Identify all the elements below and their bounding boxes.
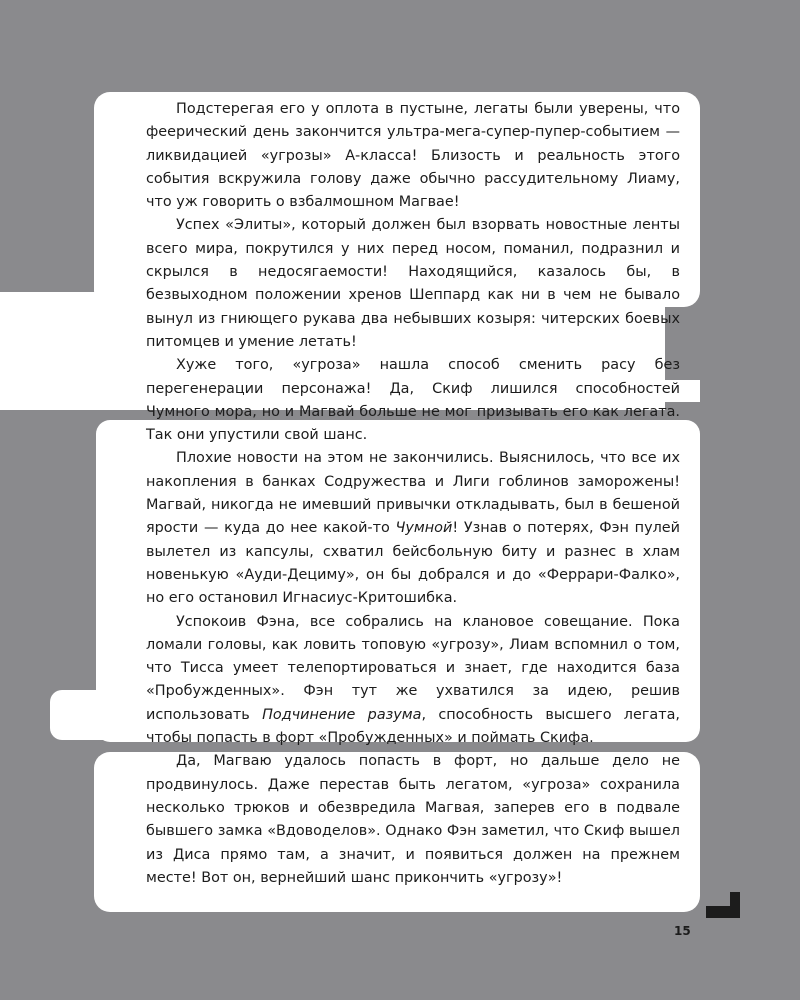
corner-mark-icon [706, 892, 740, 918]
paragraph-5: Успокоив Фэна, все собрались на клановое совещание. Пока ломали головы, как ловить топовую «угрозу», Лиам вспомнил о том, что Тисса умеет телепортироваться и знает, где находится база «Пробужденных». Фэн тут же ухватился за идею, решив использовать Подчинение разума, способность высшего легата, чтобы попасть в форт «Пробужденных» и поймать Скифа. [146, 613, 680, 747]
paragraph-2: Успех «Элиты», который должен был взорвать новостные ленты всего мира, покрутился у них перед носом, поманил, подразнил и скрылся в недосягаемости! Находящийся, казалось бы, в безвыходном положении хренов Шеппард как ни в чем не бывало вынул из гниющего рукава два небывших козыря: читерских боевых питомцев и умение летать! [146, 217, 680, 350]
page-text [146, 98, 680, 890]
paragraph-1: Подстерегая его у оплота в пустыне, легаты были уверены, что феерический день закончится ультра-мега-супер-пупер-событием — ликвидацией «угрозы» А-класса! Близость и реальность этого события вскружила голову даже обычно рассудительному Лиаму, что уж говорить о взбалмошном Магвае! [146, 101, 680, 211]
paragraph-4: Плохие новости на этом не закончились. Выяснилось, что все их накопления в банках Содружества и Лиги гоблинов заморожены! Магвай, никогда не имевший привычки откладывать, был в бешеной ярости — куда до нее какой-то Чумной! Узнав о потерях, Фэн пулей вылетел из капсулы, схватил бейсбольную биту и разнес в хлам новенькую «Ауди-Дециму», он бы добрался и до «Феррари-Фалко», но его остановил Игнасиус-Критошибка. [146, 450, 680, 607]
paragraph-6: Да, Магваю удалось попасть в форт, но дальше дело не продвинулось. Даже перестав быть легатом, «угроза» сохранила несколько трюков и обезвредила Магвая, заперев его в подвале бывшего замка «Вдоводелов». Однако Фэн заметил, что Скиф вышел из Диса прямо там, а значит, и появиться должен на прежнем месте! Вот он, вернейший шанс прикончить «угрозу»! [146, 753, 680, 886]
page-number: 15 [674, 924, 691, 938]
paragraph-3: Хуже того, «угроза» нашла способ сменить расу без перегенерации персонажа! Да, Скиф лишился способностей Чумного мора, но и Магвай больше не мог призывать его как легата. Так они упустили свой шанс. [146, 357, 680, 444]
